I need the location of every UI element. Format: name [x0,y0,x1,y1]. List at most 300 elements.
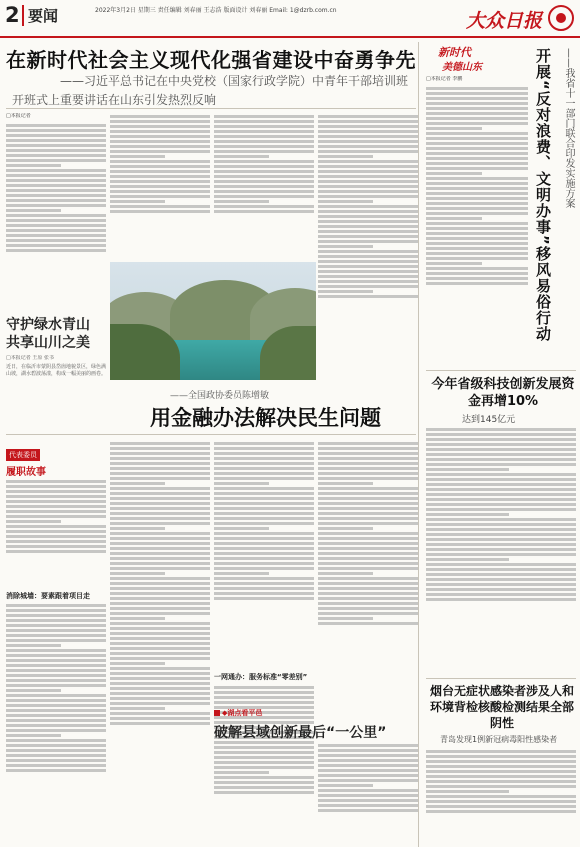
text-line [426,122,528,125]
text-line [426,528,576,531]
text-line [6,124,106,127]
section-name: 要闻 [22,5,58,26]
text-line [6,664,106,667]
text-line [110,125,210,128]
text-line [426,473,576,476]
text-line [318,582,418,585]
text-line [426,172,482,175]
text-line [214,537,314,540]
text-line [214,140,314,143]
text-line [214,497,314,500]
text-line [214,686,314,689]
text-line [426,513,509,516]
text-line [318,794,418,797]
text-line [110,180,210,183]
text-line [426,433,576,436]
text-line [110,572,165,575]
text-line [318,447,418,450]
text-line [426,137,528,140]
divider [6,108,416,109]
text-line [6,174,106,177]
text-line [426,438,576,441]
text-line [318,260,418,263]
text-line [6,189,106,192]
sidebar-vertical-subtitle: ——我省十一部门联合印发实施方案 [563,48,574,208]
text-line [110,587,210,590]
text-line [426,177,528,180]
text-line [318,195,418,198]
text-line [318,210,418,213]
text-line [426,192,528,195]
text-line [6,214,106,217]
sidebar-body-2 [426,426,576,676]
text-line [426,152,528,155]
text-line [318,522,418,525]
sidebar-kicker: 新时代 [438,46,471,59]
text-line [214,165,314,168]
text-line [110,717,210,720]
text-line [426,750,576,753]
text-line [110,672,210,675]
text-line [318,567,418,570]
text-line [318,265,418,268]
text-line [318,140,418,143]
text-line [318,754,418,757]
text-line [6,769,106,772]
text-line [214,781,314,784]
article-1-headline: 消除城墙：要素跟着项目走 [6,592,90,600]
text-line [426,775,576,778]
text-line [318,547,418,550]
masthead-info: 2022年3月2日 星期三 责任编辑 刘春丽 王志浩 版面设计 刘春丽 Email: 1@dzrb.com.cn [95,7,337,14]
text-line [426,112,528,115]
text-line [6,204,106,207]
text-line [426,785,576,788]
text-line [318,270,418,273]
text-line [426,553,576,556]
text-line [110,657,210,660]
text-line [318,145,418,148]
text-line [110,687,210,690]
text-line [426,92,528,95]
text-line [318,759,418,762]
text-line [214,761,314,764]
text-line [318,190,418,193]
text-line [6,219,106,222]
lead-body-col-2 [110,113,210,258]
text-line [6,689,61,692]
sidebar [422,42,580,847]
text-line [110,130,210,133]
text-line [426,262,482,265]
text-line [426,182,528,185]
text-line [426,97,528,100]
article-2-kicker: ◆湖点看平邑 [214,708,262,718]
sidebar-story-2-headline: 今年省级科技创新发展资金再增10% [431,377,575,409]
text-line [214,517,314,520]
text-line [318,507,418,510]
text-line [426,770,576,773]
text-line [318,784,373,787]
text-line [6,649,106,652]
text-line [318,295,418,298]
text-line [318,592,418,595]
text-line [6,530,106,533]
text-line [110,652,210,655]
text-line [318,285,418,288]
text-line [214,746,314,749]
text-line [318,552,418,555]
text-line [214,522,314,525]
sidebar-vertical-headline: 开展“反对浪费、文明办事”移风易俗行动 [534,48,552,342]
divider [6,434,416,435]
text-line [214,145,314,148]
text-line [318,517,418,520]
text-line [426,503,576,506]
bullet-icon [214,710,220,716]
text-line [426,805,576,808]
text-line [6,654,106,657]
text-line [426,488,576,491]
text-line [214,542,314,545]
text-line [110,120,210,123]
text-line [318,597,418,600]
text-line [426,583,576,586]
text-line [6,694,106,697]
text-line [110,205,210,208]
text-line [214,577,314,580]
newspaper-logo-icon [548,5,574,31]
text-line [214,527,269,530]
text-line [6,510,106,513]
text-line [214,786,314,789]
text-line [318,220,418,223]
text-line [426,232,528,235]
article-2-headline: 破解县域创新最后“一公里” [214,725,387,741]
text-line [214,492,314,495]
text-line [6,129,106,132]
text-line [110,692,210,695]
text-line [318,764,418,767]
text-line [110,482,165,485]
text-line [6,609,106,612]
text-line [318,774,418,777]
text-line [110,467,210,470]
text-line [426,162,528,165]
text-line [6,154,106,157]
text-line [214,180,314,183]
text-line [214,482,269,485]
text-line [110,602,210,605]
text-line [318,744,418,747]
text-line [6,229,106,232]
text-line [318,170,418,173]
text-line [214,552,314,555]
text-line [426,558,509,561]
text-line [318,497,418,500]
text-line [426,538,576,541]
text-line [426,508,576,511]
text-line [426,147,528,150]
text-line [6,239,106,242]
text-line [214,120,314,123]
text-line [318,280,418,283]
text-line [426,87,528,90]
text-line [214,442,314,445]
text-line [318,527,373,530]
text-line [6,724,106,727]
text-line [6,495,106,498]
text-line [214,776,314,779]
text-line [426,117,528,120]
text-line [110,712,210,715]
text-line [426,237,528,240]
photo-caption: □本报记者 王原 张书 近日，在临沂市蒙阴县岱崮地貌景区，绿色满山坡，湖水碧波荡漾，构成一幅美丽的画卷。 [6,355,106,377]
column-divider [418,42,419,847]
text-line [6,704,106,707]
text-line [110,702,210,705]
text-line [214,547,314,550]
text-line [426,458,576,461]
text-line [214,756,314,759]
text-line [110,492,210,495]
text-line [6,520,61,523]
text-line [318,255,418,258]
text-line [6,709,106,712]
text-line [6,619,106,622]
text-line [6,485,106,488]
text-line [6,684,106,687]
text-line [214,507,314,510]
text-line [214,532,314,535]
text-line [318,622,418,625]
text-line [6,754,106,757]
text-line [6,714,106,717]
text-line [426,543,576,546]
text-line [318,275,418,278]
text-line [6,604,106,607]
text-line [426,493,576,496]
text-line [426,800,576,803]
text-line [110,175,210,178]
text-line [214,766,314,769]
text-line [318,482,373,485]
lead-subtitle-1: ——习近平总书记在中央党校（国家行政学院）中青年干部培训班 [60,74,409,88]
text-line [426,227,528,230]
text-line [214,487,314,490]
cppcc-headline: 用金融办法解决民生问题 [150,406,381,430]
text-line [318,749,418,752]
sidebar-body-3 [426,748,576,844]
text-line [110,452,210,455]
text-line [426,257,528,260]
text-line [6,149,106,152]
text-line [214,150,314,153]
text-line [110,210,210,213]
text-line [6,500,106,503]
lead-byline: □本报记者 [6,113,31,119]
text-line [214,751,314,754]
text-line [318,160,418,163]
text-line [6,699,106,702]
text-line [318,175,418,178]
text-line [214,512,314,515]
text-line [426,252,528,255]
text-line [6,164,61,167]
text-line [110,115,210,118]
text-line [110,582,210,585]
text-line [6,505,106,508]
divider [426,370,576,371]
text-line [110,622,210,625]
text-line [426,588,576,591]
text-line [426,483,576,486]
text-line [426,428,576,431]
text-line [426,157,528,160]
text-line [214,467,314,470]
text-line [318,572,373,575]
text-line [214,701,314,704]
text-line [426,167,528,170]
text-line [110,557,210,560]
newspaper-brand: 大众日报 [465,10,542,32]
text-line [110,637,210,640]
text-line [6,535,106,538]
text-line [214,477,314,480]
text-line [426,765,576,768]
text-line [426,463,576,466]
text-line [426,598,576,601]
text-line [318,245,373,248]
lead-body-col-3 [214,113,314,258]
text-line [6,234,106,237]
text-line [214,462,314,465]
text-line [6,659,106,662]
text-line [6,729,106,732]
masthead [0,0,580,38]
text-line [318,442,418,445]
text-line [426,212,528,215]
text-line [426,755,576,758]
text-line [214,562,314,565]
text-line [214,175,314,178]
text-line [6,614,106,617]
text-line [214,185,314,188]
column-badge [6,442,76,478]
text-line [6,764,106,767]
text-line [426,132,528,135]
text-line [110,617,165,620]
text-line [318,225,418,228]
text-line [214,170,314,173]
text-line [110,507,210,510]
text-line [6,674,106,677]
text-line [110,537,210,540]
text-line [6,749,106,752]
text-line [110,185,210,188]
text-line [426,207,528,210]
text-line [110,647,210,650]
text-line [214,597,314,600]
text-line [214,125,314,128]
landscape-photo [110,262,316,380]
text-line [426,593,576,596]
text-line [110,190,210,193]
text-line [426,267,528,270]
text-line [426,573,576,576]
text-line [426,277,528,280]
text-line [110,442,210,445]
text-line [214,205,314,208]
text-line [110,567,210,570]
text-line [6,224,106,227]
text-line [110,682,210,685]
text-line [214,502,314,505]
text-line [6,545,106,548]
text-line [318,290,373,293]
text-line [6,515,106,518]
text-line [6,644,61,647]
text-line [318,492,418,495]
text-line [318,120,418,123]
text-line [318,467,418,470]
text-line [6,759,106,762]
text-line [214,696,314,699]
lead-body-col-1 [6,113,106,305]
text-line [214,447,314,450]
text-line [110,140,210,143]
text-line [110,447,210,450]
text-line [318,602,418,605]
text-line [426,533,576,536]
cppcc-body-col-1 [6,478,106,588]
text-line [426,478,576,481]
text-line [318,230,418,233]
cppcc-body-col-1b [6,602,106,842]
text-line [318,240,418,243]
text-line [110,527,165,530]
text-line [110,200,165,203]
text-line [318,537,418,540]
text-line [318,607,418,610]
text-line [426,102,528,105]
sidebar-kicker-2: 美德山东 [442,62,482,73]
text-line [110,562,210,565]
page-number: 2 [5,3,20,27]
text-line [318,789,418,792]
text-line [6,639,106,642]
text-line [318,115,418,118]
text-line [214,130,314,133]
text-line [426,563,576,566]
text-line [426,795,576,798]
text-line [6,179,106,182]
cppcc-kicker: ——全国政协委员陈增敏 [170,391,270,401]
text-line [6,734,61,737]
text-line [318,587,418,590]
text-line [214,210,314,213]
text-line [6,525,106,528]
text-line [110,497,210,500]
text-line [426,242,528,245]
text-line [426,282,528,285]
text-line [318,809,418,812]
text-line [110,552,210,555]
article-3-headline: 一网通办：服务标准“零差别” [214,673,308,681]
sidebar-byline: □本报记者 李鹏 [426,76,463,82]
text-line [318,512,418,515]
text-line [6,490,106,493]
